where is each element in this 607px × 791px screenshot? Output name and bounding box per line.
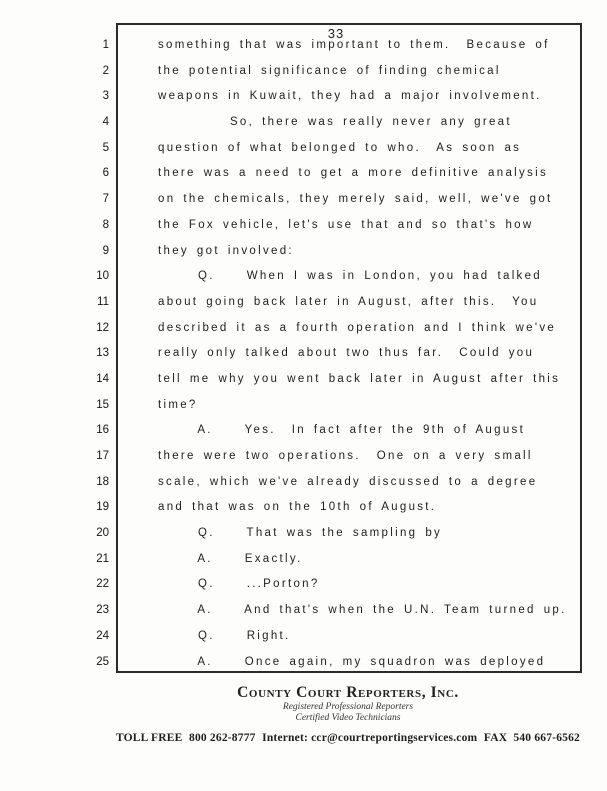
line-number: 7 — [102, 193, 109, 206]
transcript-line — [0, 187, 607, 213]
transcript-line — [0, 650, 607, 676]
transcript-line — [0, 521, 607, 547]
transcript-line — [0, 572, 607, 598]
line-text: something that was important to them. Because of — [158, 39, 550, 51]
line-text: weapons in Kuwait, they had a major involvement. — [158, 90, 542, 103]
page-number: 33 — [327, 26, 345, 41]
transcript-line — [0, 161, 607, 187]
line-text: A. Once again, my squadron was deployed — [158, 655, 546, 668]
line-number: 22 — [96, 578, 109, 591]
line-number: 17 — [96, 450, 109, 462]
transcript-line — [0, 547, 607, 573]
transcript-line — [0, 239, 607, 265]
transcript-line — [0, 59, 607, 85]
line-number: 1 — [102, 39, 109, 51]
phone-number: 800 262-8777 — [189, 732, 256, 744]
line-text: really only talked about two thus far. Could you — [158, 347, 535, 360]
company-subtitle-certified: Certified Video Technicians — [295, 713, 401, 723]
line-text: Q. That was the sampling by — [158, 527, 443, 540]
line-number: 18 — [96, 475, 109, 488]
line-number: 20 — [96, 527, 109, 540]
transcript-lines — [0, 33, 607, 675]
line-text: they got involved: — [158, 244, 294, 257]
line-text: Q. When I was in London, you had talked — [158, 270, 542, 283]
transcript-line — [0, 136, 607, 162]
line-number: 23 — [96, 604, 109, 617]
line-number: 8 — [102, 218, 109, 231]
line-text: there was a need to get a more definitive analysis — [158, 167, 549, 180]
toll-free-label: TOLL FREE — [116, 732, 183, 744]
reporter-footer — [116, 684, 580, 746]
company-subtitle-registered: Registered Professional Reporters — [282, 702, 414, 712]
line-text: So, there was really never any great — [158, 116, 512, 129]
line-number: 9 — [102, 244, 109, 257]
line-text: and that was on the 10th of August. — [158, 501, 437, 514]
line-text: described it as a fourth operation and I think we've — [158, 321, 557, 334]
line-number: 21 — [96, 552, 109, 565]
company-name: County Court Reporters, Inc. — [237, 684, 459, 701]
line-text: A. And that's when the U.N. Team turned up. — [158, 604, 567, 617]
transcript-line — [0, 316, 607, 342]
line-text: A. Exactly. — [158, 552, 303, 565]
line-text: time? — [158, 398, 198, 411]
line-text: the Fox vehicle, let's use that and so that's how — [158, 218, 534, 231]
line-text: scale, which we've already discussed to a degree — [158, 475, 538, 488]
transcript-line — [0, 33, 607, 59]
line-number: 12 — [96, 321, 109, 334]
line-number: 10 — [96, 270, 109, 283]
transcript-line — [0, 444, 607, 470]
line-number: 16 — [96, 424, 109, 437]
internet-email: Internet: ccr@courtreportingservices.com — [262, 732, 478, 744]
line-text: question of what belonged to who. As soon as — [158, 141, 522, 154]
line-text: Q. ...Porton? — [158, 578, 320, 591]
transcript-line — [0, 290, 607, 316]
transcript-line — [0, 495, 607, 521]
line-number: 2 — [102, 64, 109, 77]
transcript-line — [0, 84, 607, 110]
transcript-line — [0, 110, 607, 136]
transcript-line — [0, 213, 607, 239]
line-number: 4 — [102, 116, 109, 129]
line-text: the potential significance of finding chemical — [158, 64, 501, 77]
fax-number: FAX 540 667-6562 — [483, 732, 580, 744]
line-number: 5 — [102, 141, 109, 154]
line-text: tell me why you went back later in August after this — [158, 372, 561, 385]
transcript-line — [0, 393, 607, 419]
line-text: Q. Right. — [158, 629, 291, 642]
line-number: 13 — [96, 347, 109, 360]
transcript-line — [0, 598, 607, 624]
transcript-line — [0, 341, 607, 367]
line-number: 3 — [102, 90, 109, 103]
transcript-line — [0, 470, 607, 496]
line-number: 24 — [96, 629, 109, 642]
line-number: 15 — [96, 398, 109, 411]
contact-line — [116, 731, 580, 746]
line-text: A. Yes. In fact after the 9th of August — [158, 424, 526, 437]
line-number: 6 — [102, 167, 109, 180]
line-number: 19 — [96, 501, 109, 514]
transcript-line — [0, 418, 607, 444]
line-number: 14 — [96, 372, 109, 385]
transcript-line — [0, 264, 607, 290]
line-number: 11 — [97, 295, 109, 308]
line-number: 25 — [96, 655, 109, 668]
line-text: about going back later in August, after this. You — [158, 295, 539, 308]
transcript-line — [0, 624, 607, 650]
line-text: there were two operations. One on a very small — [158, 450, 533, 462]
transcript-line — [0, 367, 607, 393]
line-text: on the chemicals, they merely said, well, we've got — [158, 193, 553, 206]
